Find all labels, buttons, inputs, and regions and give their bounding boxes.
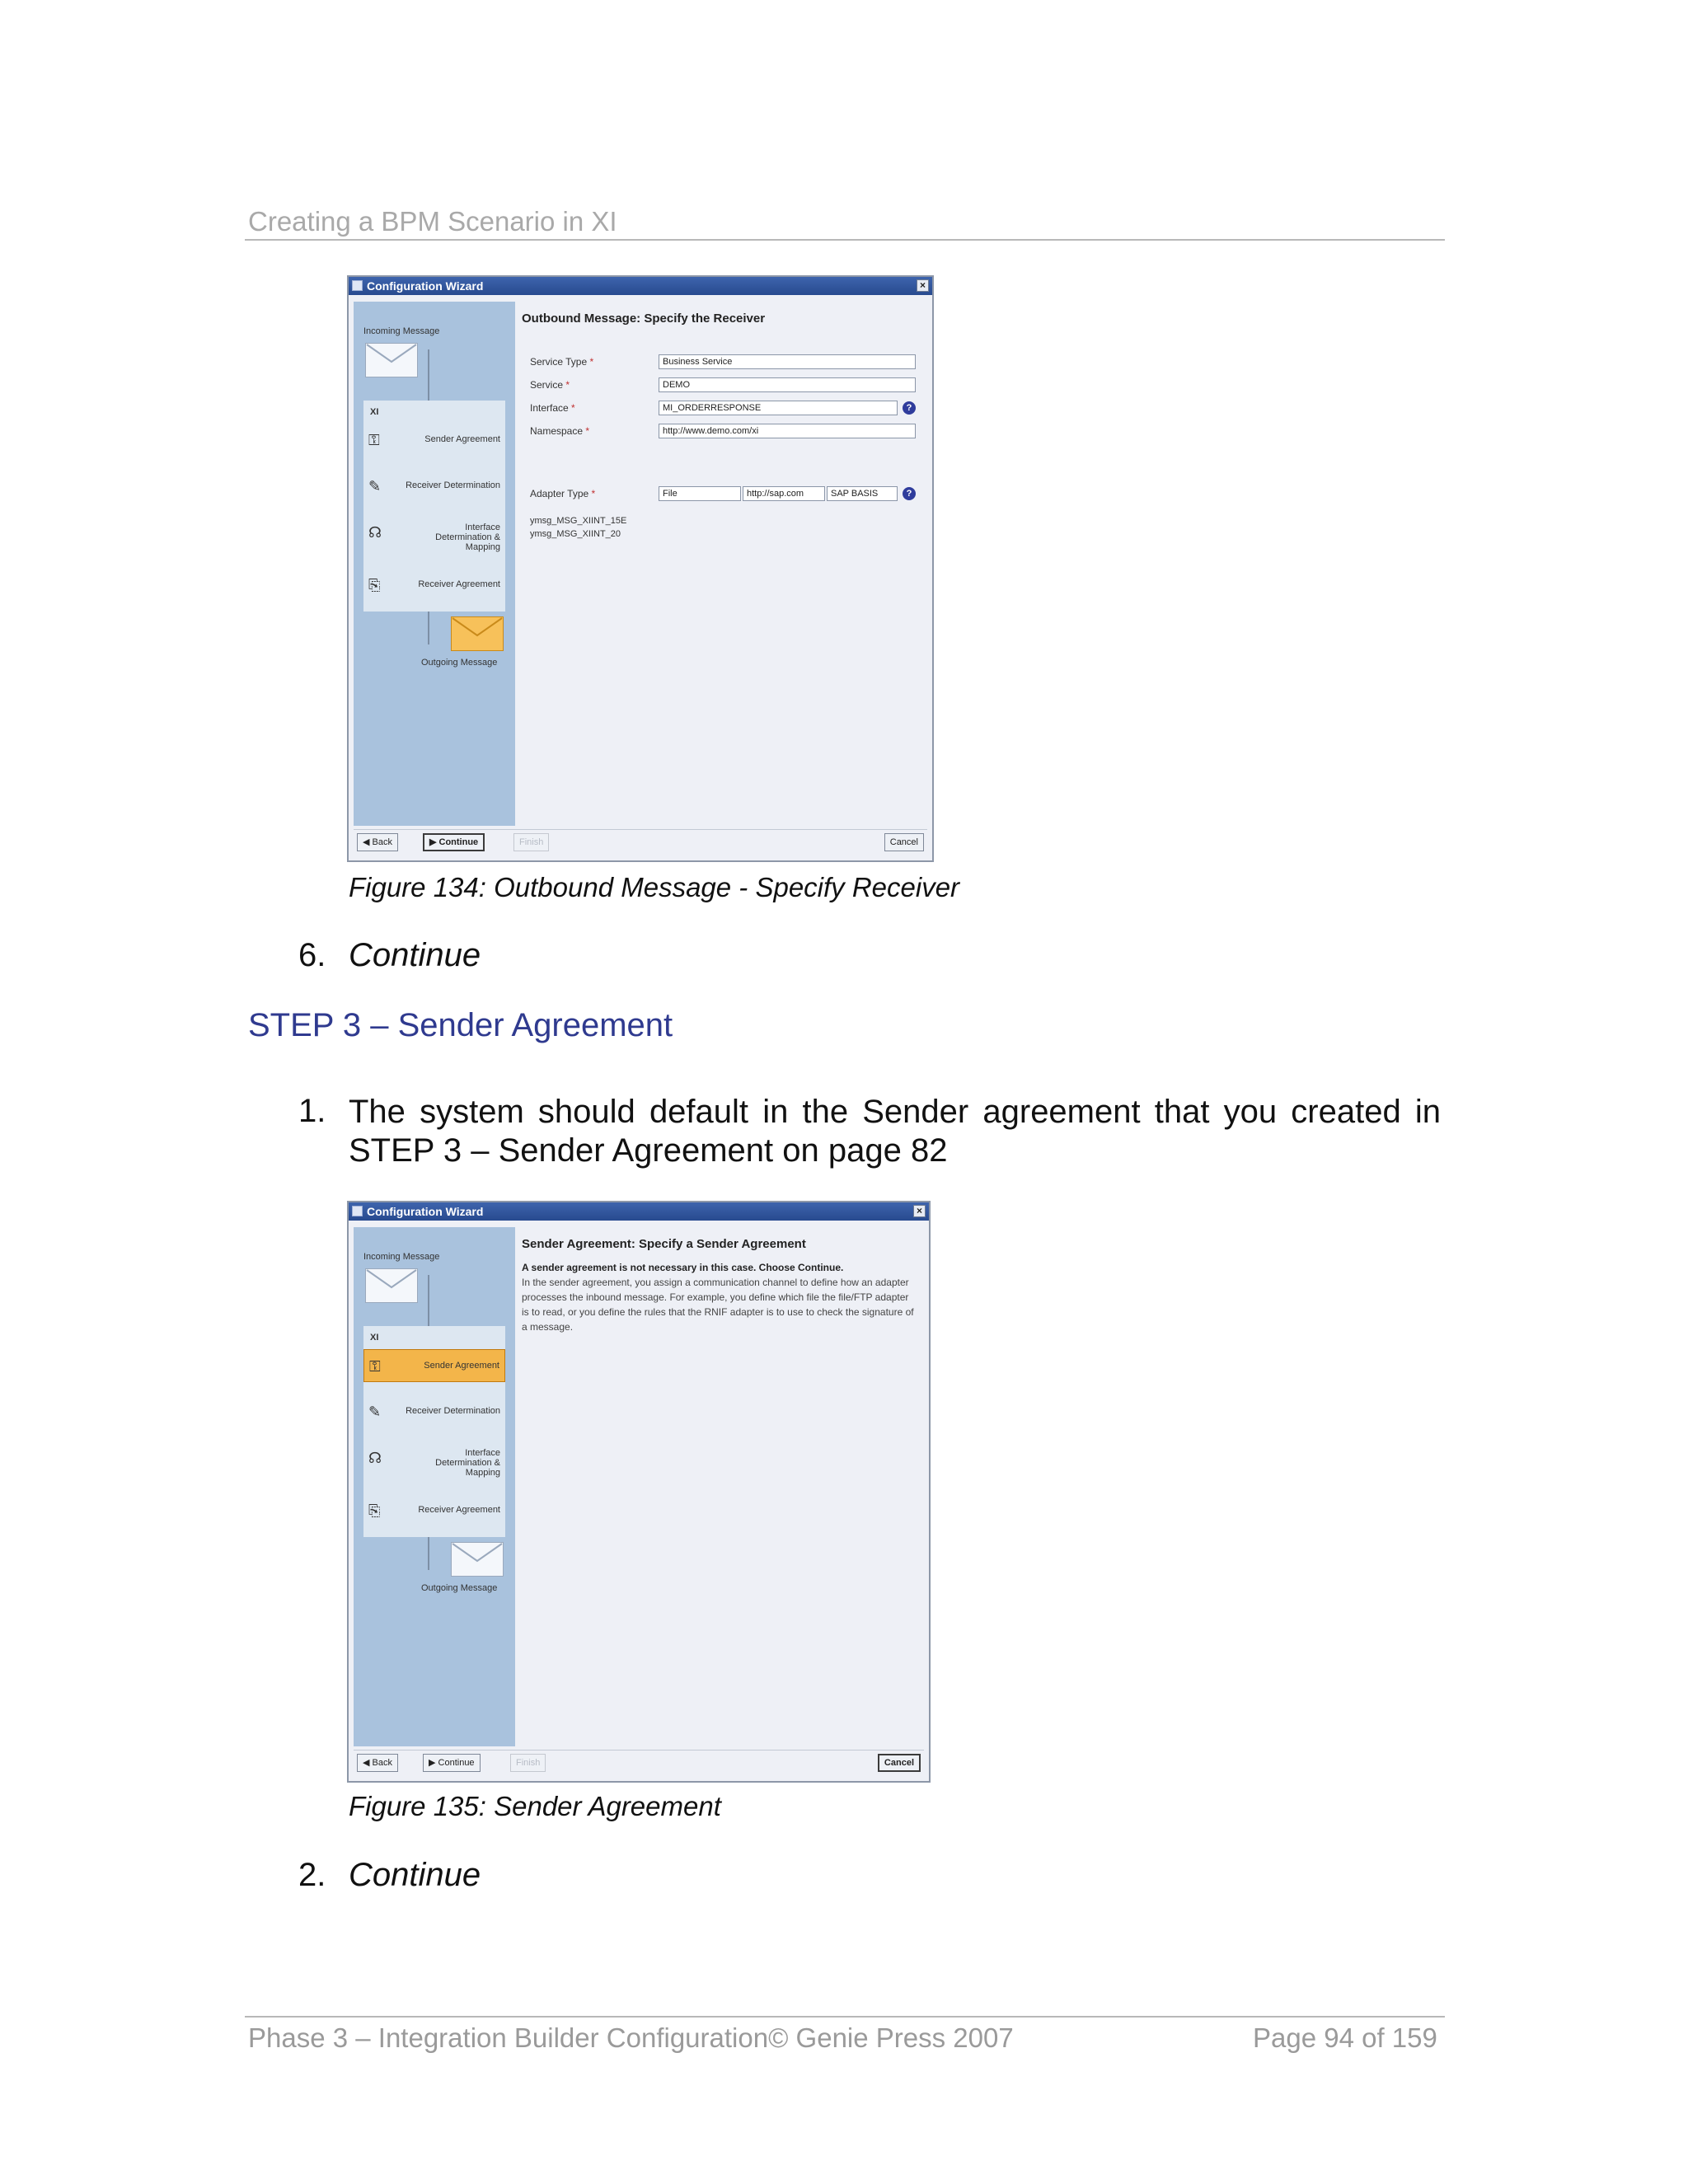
wizard-steps-pane [354,1227,515,1746]
instruction-text: A sender agreement is not necessary in this case. Choose Continue. [522,1262,844,1273]
cancel-button[interactable]: Cancel [884,833,924,851]
flow-line [428,1537,429,1570]
app-icon [352,280,363,291]
step-receiver-determination[interactable]: ✎ Receiver Determination [368,1404,500,1420]
service-type-select[interactable]: Business Service [659,354,916,369]
field-label-service: Service * [530,379,570,391]
continue-button[interactable]: ▶ Continue [423,1754,481,1772]
interface-input[interactable]: MI_ORDERRESPONSE [659,401,898,415]
receiver-agreement-icon: ⎘ [368,577,381,593]
xi-step-list [363,401,505,612]
receiver-agreement-icon: ⎘ [368,1502,381,1519]
message-line: ymsg_MSG_XIINT_20 [530,529,621,539]
xi-label: XI [370,407,379,417]
field-label-adapter-type: Adapter Type * [530,488,596,499]
incoming-envelope-icon [365,1268,418,1303]
list-item-text: The system should default in the Sender agreement that you created in STEP 3 – Sender Agreement on page 82 [349,1094,1441,1169]
continue-button[interactable]: ▶ Continue [423,833,485,851]
page-number: Page 94 of 159 [1253,2022,1437,2053]
outgoing-envelope-icon [451,616,504,651]
close-icon[interactable]: × [913,1205,926,1217]
close-icon[interactable]: × [917,279,929,292]
receiver-determination-icon: ✎ [368,478,382,494]
step-receiver-determination[interactable]: ✎ Receiver Determination [368,478,500,494]
window-title: Configuration Wizard [367,279,484,293]
back-button[interactable]: ◀ Back [357,833,398,851]
incoming-message-label: Incoming Message [363,326,440,336]
step-interface-determination[interactable]: ☊ Interface Determination & Mapping [368,523,500,552]
section-heading: STEP 3 – Sender Agreement [248,1007,673,1043]
field-label-interface: Interface * [530,402,575,414]
field-label-service-type: Service Type * [530,356,594,368]
wizard-button-bar [354,1750,924,1775]
figure-caption: Figure 135: Sender Agreement [349,1791,721,1821]
figure-caption: Figure 134: Outbound Message - Specify Receiver [349,872,960,902]
sender-agreement-icon: ⚿ [369,1358,381,1375]
app-icon [352,1206,363,1216]
xi-step-list [363,1326,505,1537]
step-receiver-agreement[interactable]: ⎘ Receiver Agreement [368,577,500,593]
running-header: Creating a BPM Scenario in XI [248,206,617,237]
help-icon[interactable]: ? [903,487,916,500]
field-label-namespace: Namespace * [530,425,590,437]
wizard-window-outbound [347,275,934,862]
interface-mapping-icon: ☊ [368,1450,382,1466]
adapter-type-input[interactable]: File [659,486,741,501]
message-line: ymsg_MSG_XIINT_15E [530,516,627,526]
header-rule [245,239,1445,241]
wizard-steps-pane [354,302,515,826]
service-input[interactable]: DEMO [659,377,916,392]
wizard-window-sender [347,1201,931,1783]
footer-rule [245,2016,1445,2018]
finish-button[interactable]: Finish [510,1754,546,1772]
adapter-namespace-input[interactable]: http://sap.com [743,486,825,501]
wizard-button-bar [354,829,927,855]
xi-label: XI [370,1333,379,1343]
window-titlebar[interactable] [349,277,932,295]
description-text: In the sender agreement, you assign a communication channel to define how an adapter processes the inbound message. For example, you define which file the file/FTP adapter is to read, or you define the rules that the RNIF adapter is to use to check the signature of a message. [522,1277,914,1333]
receiver-determination-icon: ✎ [368,1404,382,1420]
step-sender-agreement[interactable]: ⚿ Sender Agreement [363,1349,505,1382]
namespace-input[interactable]: http://www.demo.com/xi [659,424,916,438]
interface-mapping-icon: ☊ [368,524,382,541]
cancel-button[interactable]: Cancel [878,1754,921,1772]
flow-line [428,349,429,401]
footer-text: Phase 3 – Integration Builder Configuration© Genie Press 2007 [248,2022,1014,2053]
help-icon[interactable]: ? [903,401,916,415]
step-interface-determination[interactable]: ☊ Interface Determination & Mapping [368,1448,500,1478]
window-titlebar[interactable] [349,1202,929,1221]
incoming-envelope-icon [365,343,418,377]
flow-line [428,612,429,644]
outgoing-envelope-icon [451,1542,504,1577]
outgoing-message-label: Outgoing Message [421,658,498,668]
window-title: Configuration Wizard [367,1205,484,1218]
flow-line [428,1275,429,1326]
incoming-message-label: Incoming Message [363,1252,440,1262]
step-sender-agreement[interactable]: ⚿ Sender Agreement [368,432,500,448]
list-item-number: 1. [298,1093,326,1129]
panel-title: Outbound Message: Specify the Receiver [522,312,766,326]
step-receiver-agreement[interactable]: ⎘ Receiver Agreement [368,1502,500,1519]
adapter-component-input[interactable]: SAP BASIS [827,486,898,501]
outgoing-message-label: Outgoing Message [421,1583,498,1593]
back-button[interactable]: ◀ Back [357,1754,398,1772]
finish-button[interactable]: Finish [513,833,549,851]
sender-agreement-icon: ⚿ [368,432,380,448]
panel-title: Sender Agreement: Specify a Sender Agreement [522,1237,806,1251]
